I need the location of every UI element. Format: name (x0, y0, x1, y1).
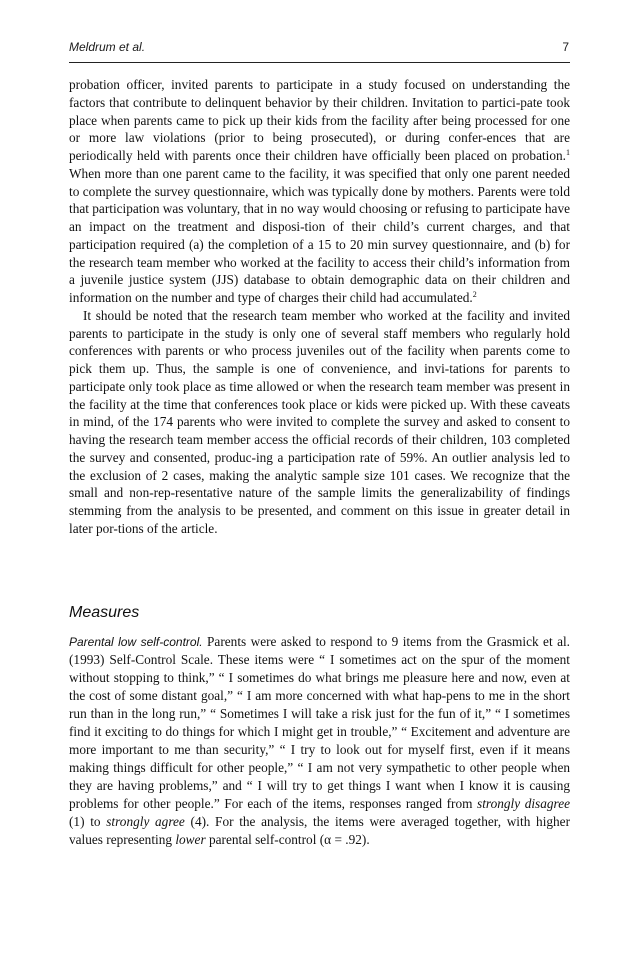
subheading-parental-low-self-control: Parental low self-control. (69, 635, 203, 649)
measures-strongly-agree: strongly agree (106, 814, 185, 829)
running-head-author: Meldrum et al. (69, 40, 146, 54)
footnote-marker-1: 1 (566, 148, 570, 157)
measures-text-b: (1) to (69, 814, 107, 829)
paragraph-1-text-a: probation officer, invited parents to participate in a study focused on understanding the factors that contribute to delinquent behavior by their children. Invitation to partici-pate took place when parents came to pick up their kids from the facility after being processed for one or more law violations (prior to being prosecuted), or during confer-ences that are periodically held with parents once their children have officially been placed on probation. (69, 77, 570, 163)
measures-paragraph-text (69, 633, 570, 849)
header-rule (69, 62, 570, 63)
running-head (69, 40, 569, 56)
measures-text-d: parental self-control (α = .92). (205, 832, 370, 847)
measures-text-a: Parents were asked to respond to 9 items from the Grasmick et al. (1993) Self-Control Scale. These items were “ I sometimes act on the spur of the moment without stopping to think,” “ I sometimes do what brings me pleasure here and now, even at the cost of some distant goal,” “ I am more concerned with what hap-pens to me in the short run than in the long run,” “ Sometimes I will take a risk just for the fun of it,” “ I sometimes find it exciting to do things for which I might get in trouble,” “ Excitement and adventure are more important to me than security,” “ I try to look out for myself first, even if it means making things difficult for other people,” “ I am not very sympathetic to other people when they are having problems,” and “ I will try to get things I want when I know it is causing problems for other people.” For each of the items, responses ranged from (69, 634, 571, 811)
footnote-marker-2: 2 (472, 290, 477, 299)
paragraph-1 (69, 76, 570, 307)
measures-text-c: (4). For the analysis, the items were averaged together, with higher values representing (69, 814, 571, 847)
paragraph-1-text-b: When more than one parent came to the facility, it was specified that only one parent needed to complete the survey questionnaire, which was typically done by mothers. Parents were told that participation was voluntary, that in no way would choosing or refusing to participate have an impact on the treatment and disposi-tion of their child’s current charges, and that participation required (a) the completion of a 15 to 20 min survey questionnaire, and (b) for the research team member who worked at the facility to access their child’s information from a juvenile justice system (JJS) database to obtain demographic data on their children and information on the number and type of charges their child had accumulated. (69, 165, 570, 305)
paragraph-2: It should be noted that the research team member who worked at the facility and invited parents to participate in the study is only one of several staff members who regularly hold conferences with parents or who process juveniles out of the facility when parents come to pick them up. Thus, the sample is one of convenience, and invi-tations for parents to participate only took place as time allowed or when the research team member was present in the facility at the time that conferences took place or kids were picked up. With these caveats in mind, of the 174 parents who were invited to complete the survey and asked to consent to having the research team member access the official records of their children, 103 completed the survey and consented, produc-ing a participation rate of 59%. An outlier analysis led to the exclusion of 2 cases, making the analytic sample size 101 cases. We recognize that the small and non-rep-resentative nature of the sample limits the generalizability of findings stemming from the analysis to be presented, and comment on this issue in greater detail in later por-tions of the article. (69, 307, 570, 536)
section-heading-measures: Measures (69, 604, 140, 621)
body-text (69, 76, 570, 538)
measures-lower: lower (175, 832, 206, 847)
page-number: 7 (562, 40, 569, 54)
measures-paragraph (69, 633, 570, 849)
measures-strongly-disagree: strongly disagree (477, 796, 571, 811)
